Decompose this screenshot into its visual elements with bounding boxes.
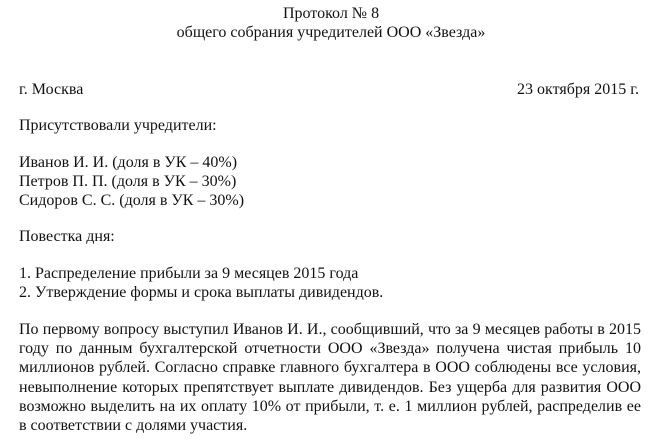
attendees-heading: Присутствовали учредители:: [19, 117, 217, 134]
paragraph-line: По первому вопросу выступил Иванов И. И., сообщивший, что за 9 месяцев работы в 2015: [19, 321, 641, 338]
first-question-paragraph: [19, 320, 641, 435]
agenda-item: 2. Утверждение формы и срока выплаты дивидендов.: [19, 284, 384, 301]
document-subtitle: общего собрания учредителей ООО «Звезда»: [176, 24, 486, 41]
paragraph-line: возможно выделить на их оплату 10% от прибыли, т. е. 1 миллион рублей, распределив ее: [19, 397, 641, 415]
agenda-heading: Повестка дня:: [19, 228, 115, 245]
paragraph-line: в соответствии с долями участия.: [19, 417, 248, 435]
paragraph-line: году по данным бухгалтерской отчетности ООО «Звезда» получена чистая прибыль 10: [19, 340, 641, 358]
paragraph-line: невыполнение которых препятствует выплате дивидендов. Без ущерба для развития ООО: [19, 378, 641, 396]
attendee: Иванов И. И. (доля в УК – 40%): [19, 154, 238, 171]
document-title: Протокол № 8: [282, 5, 380, 22]
attendee: Петров П. П. (доля в УК – 30%): [19, 173, 237, 190]
date: 23 октября 2015 г.: [517, 81, 639, 98]
paragraph-line: миллионов рублей. Согласно справке главного бухгалтера в ООО соблюдены все условия,: [19, 359, 641, 377]
city: г. Москва: [19, 81, 84, 98]
attendee: Сидоров С. С. (доля в УК – 30%): [19, 192, 245, 209]
agenda-item: 1. Распределение прибыли за 9 месяцев 2015 года: [19, 265, 359, 282]
